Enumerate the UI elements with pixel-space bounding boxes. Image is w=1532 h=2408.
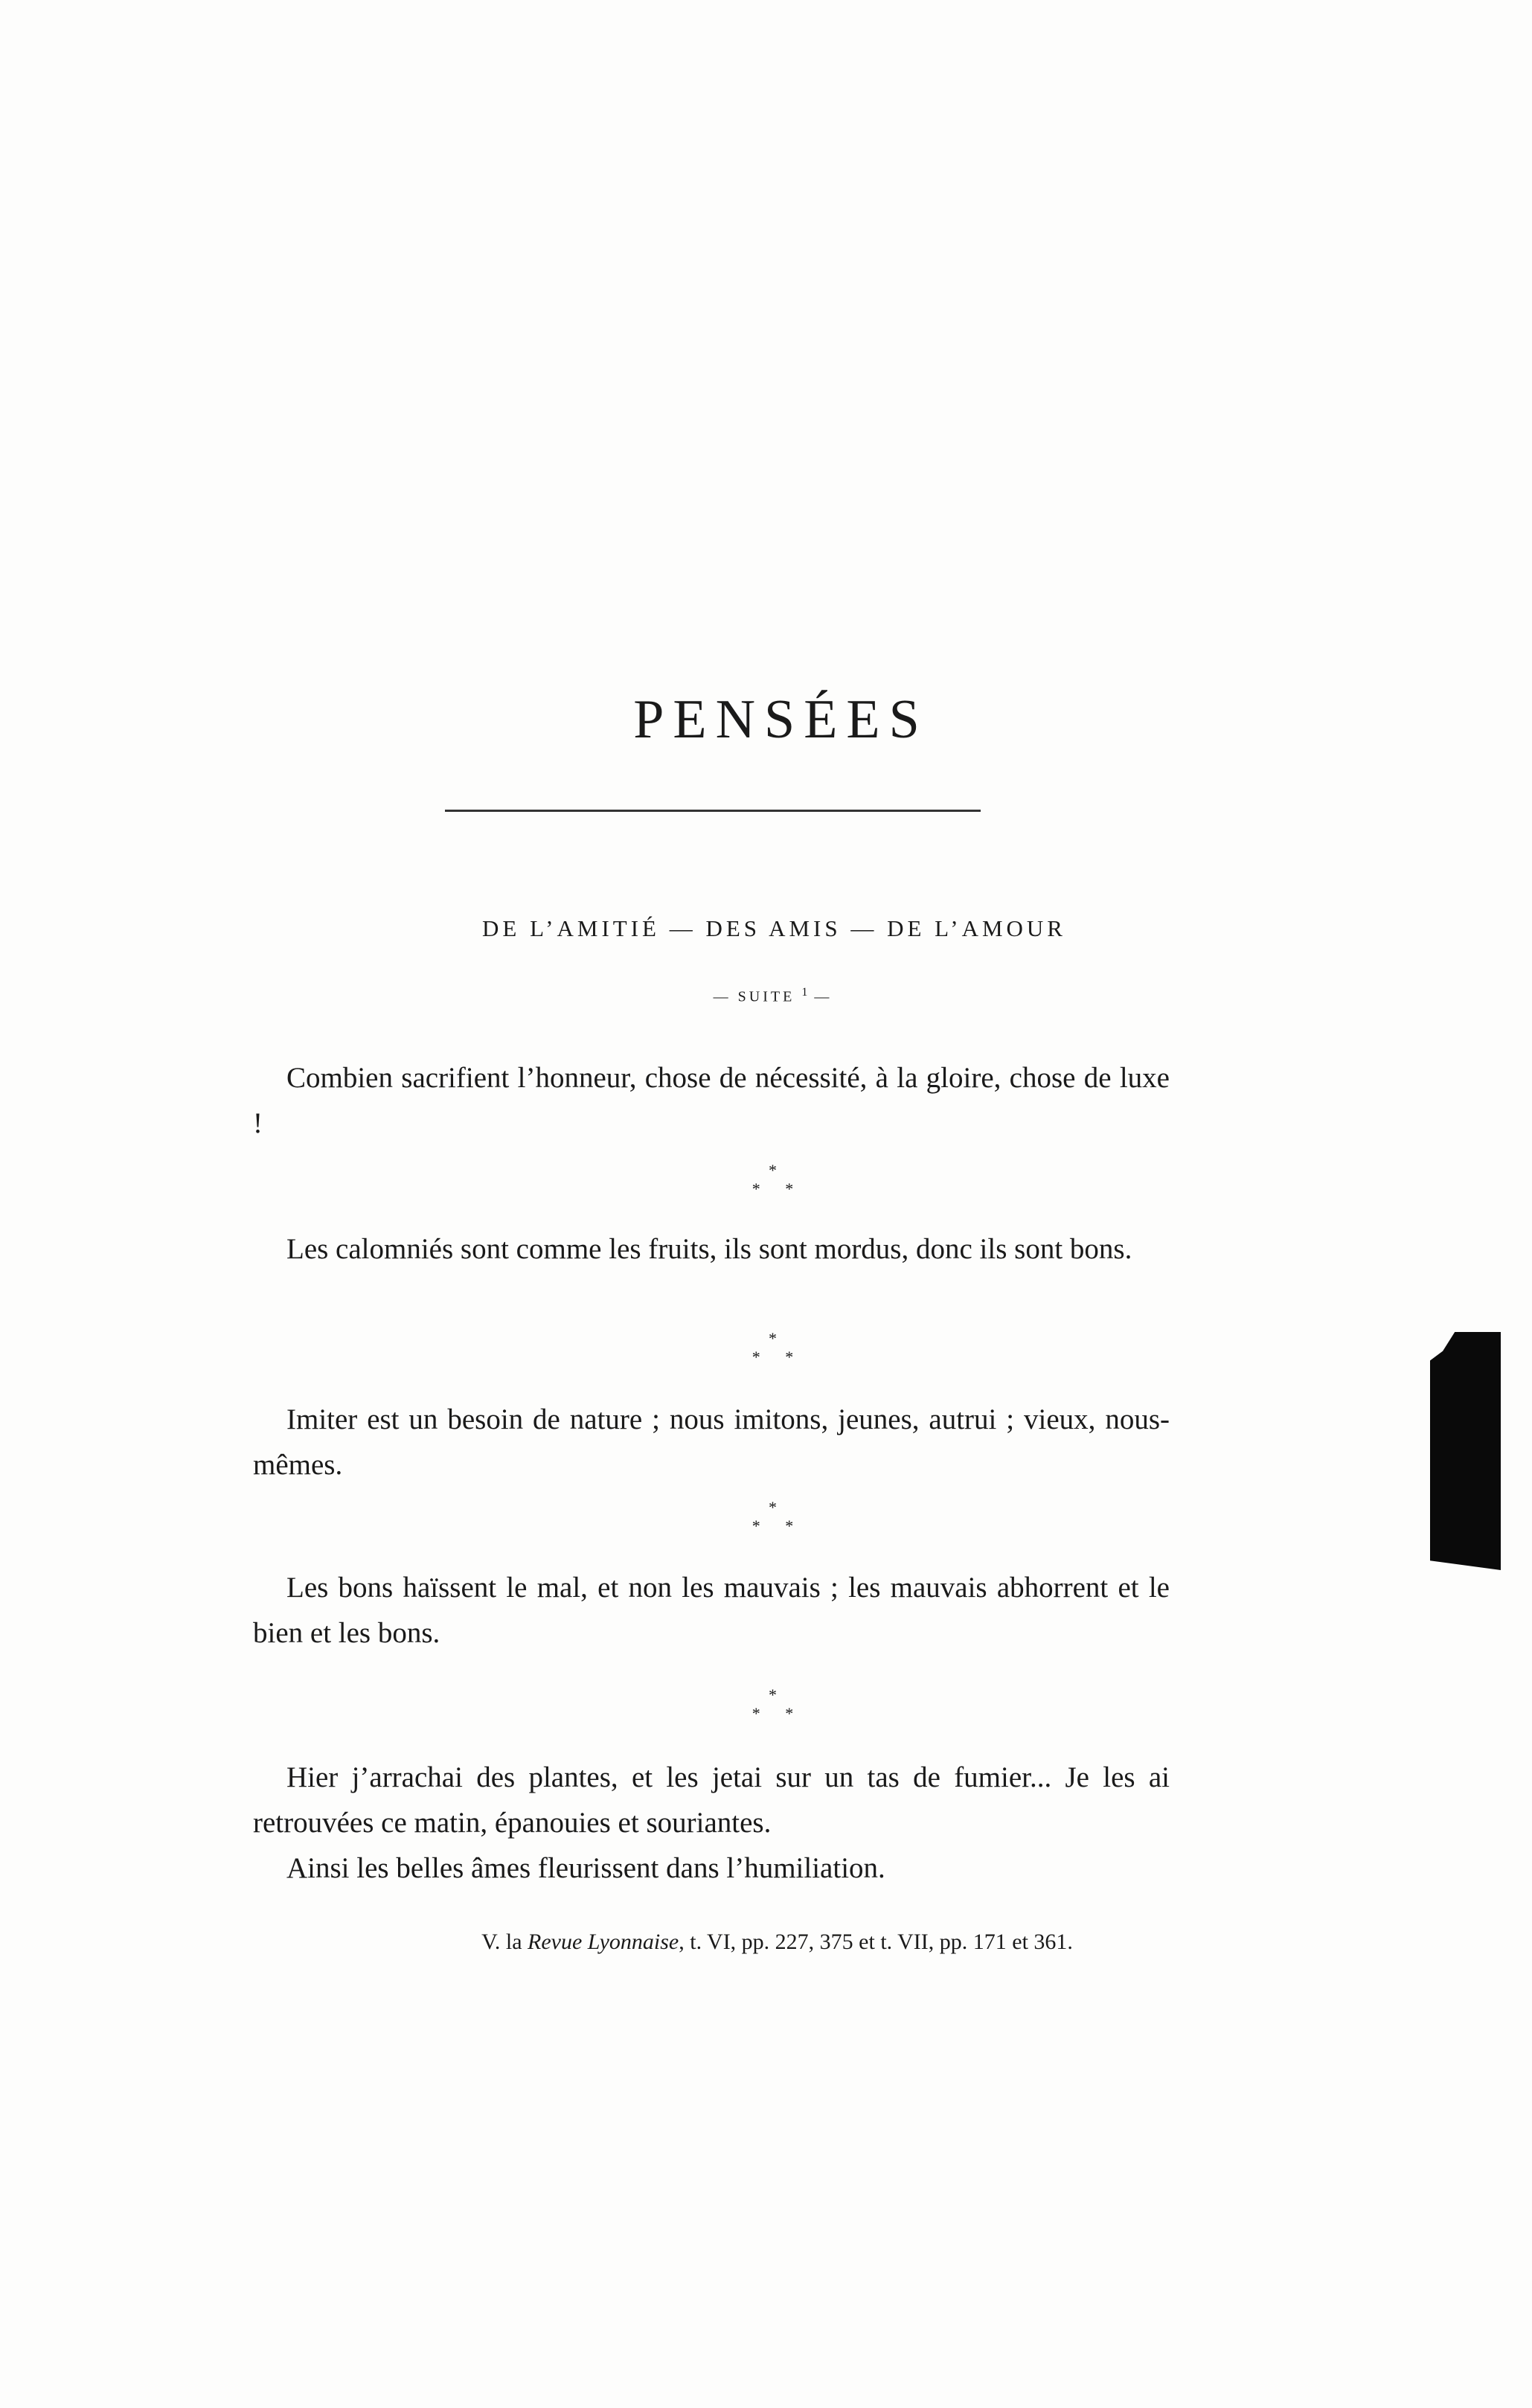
asterism-top: * [769,1161,777,1179]
suite-suffix: — [814,988,833,1005]
asterism-separator [0,1685,1532,1723]
suite-label [0,986,1532,1006]
asterism-bottom: * * [751,1348,804,1366]
asterism-separator [0,1329,1532,1366]
thought-paragraph: Hier j’arrachai des plantes, et les jetai sur un tas de fumier... Je les ai retrouvées ce matin, épanouies et souriantes. [253,1761,1170,1839]
asterism-top: * [769,1685,777,1704]
asterism-bottom: * * [751,1517,804,1535]
asterism-top: * [769,1498,777,1517]
thought-paragraph: Les bons haïssent le mal, et non les mauvais ; les mauvais abhorrent et le bien et les bons. [253,1572,1170,1649]
footnote-journal: Revue Lyonnaise [528,1930,679,1954]
thought-2 [253,1226,1170,1272]
thought-4 [253,1565,1170,1656]
title-rule [445,810,981,812]
suite-prefix: — SUITE [713,988,795,1005]
asterism-bottom: * * [751,1704,804,1723]
thought-1 [253,1055,1170,1146]
asterism-top: * [769,1329,777,1348]
thought-paragraph: Imiter est un besoin de nature ; nous imitons, jeunes, autrui ; vieux, nous-mêmes. [253,1403,1170,1481]
section-subtitle: DE L’AMITIÉ — DES AMIS — DE L’AMOUR [482,915,1066,941]
asterism-separator [0,1161,1532,1198]
thought-paragraph: Les calomniés sont comme les fruits, ils sont mordus, donc ils sont bons. [286,1233,1132,1265]
thought-paragraph: Combien sacrifient l’honneur, chose de nécessité, à la gloire, chose de luxe ! [253,1062,1170,1139]
footnote-reference: , t. VI, pp. 227, 375 et t. VII, pp. 171 et 361. [679,1930,1073,1954]
footnote-marker: 1 [801,986,808,999]
footnote [0,1930,1532,1955]
page-title: PENSÉES [633,689,929,750]
asterism-separator [0,1498,1532,1535]
scan-edge-blot [1430,1332,1501,1570]
thought-paragraph: Ainsi les belles âmes fleurissent dans l’humiliation. [286,1852,885,1884]
thought-5 [253,1755,1170,1891]
footnote-prefix: V. la [481,1930,522,1954]
thought-3 [253,1397,1170,1488]
asterism-bottom: * * [751,1179,804,1198]
